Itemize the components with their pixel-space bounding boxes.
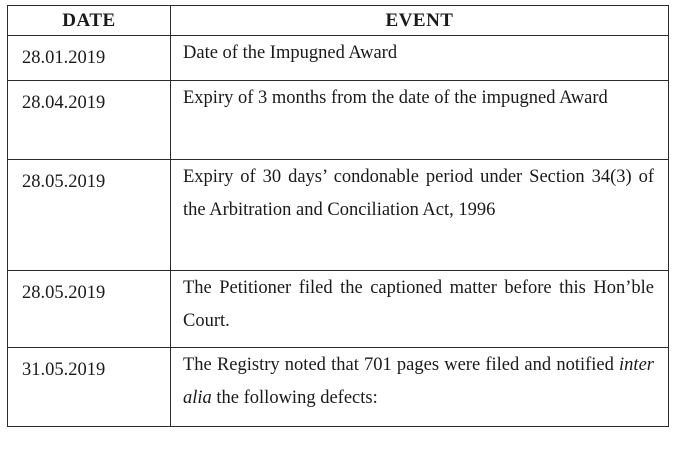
event-cell: The Petitioner filed the captioned matter before this Hon’ble Court. [171,271,669,348]
event-cell [171,348,669,427]
date-cell: 28.05.2019 [8,160,171,271]
date-cell: 31.05.2019 [8,348,171,427]
event-cell: Expiry of 30 days’ condonable period under Section 34(3) of the Arbitration and Conciliation Act, 1996 [171,160,669,271]
date-cell: 28.05.2019 [8,271,171,348]
date-cell: 28.01.2019 [8,36,171,81]
events-table-container [7,5,668,427]
table-row [8,348,669,427]
event-column-header: EVENT [171,6,669,36]
date-column-header: DATE [8,6,171,36]
table-row [8,81,669,160]
event-text-after: the following defects: [211,388,378,408]
table-row [8,160,669,271]
event-cell: Date of the Impugned Award [171,36,669,81]
event-text-italic: inter alia [183,355,654,408]
events-table [7,5,669,427]
table-header-row [8,6,669,36]
table-row [8,36,669,81]
event-cell: Expiry of 3 months from the date of the impugned Award [171,81,669,160]
date-cell: 28.04.2019 [8,81,171,160]
table-row [8,271,669,348]
event-text-before: The Registry noted that 701 pages were filed and notified [183,355,620,375]
